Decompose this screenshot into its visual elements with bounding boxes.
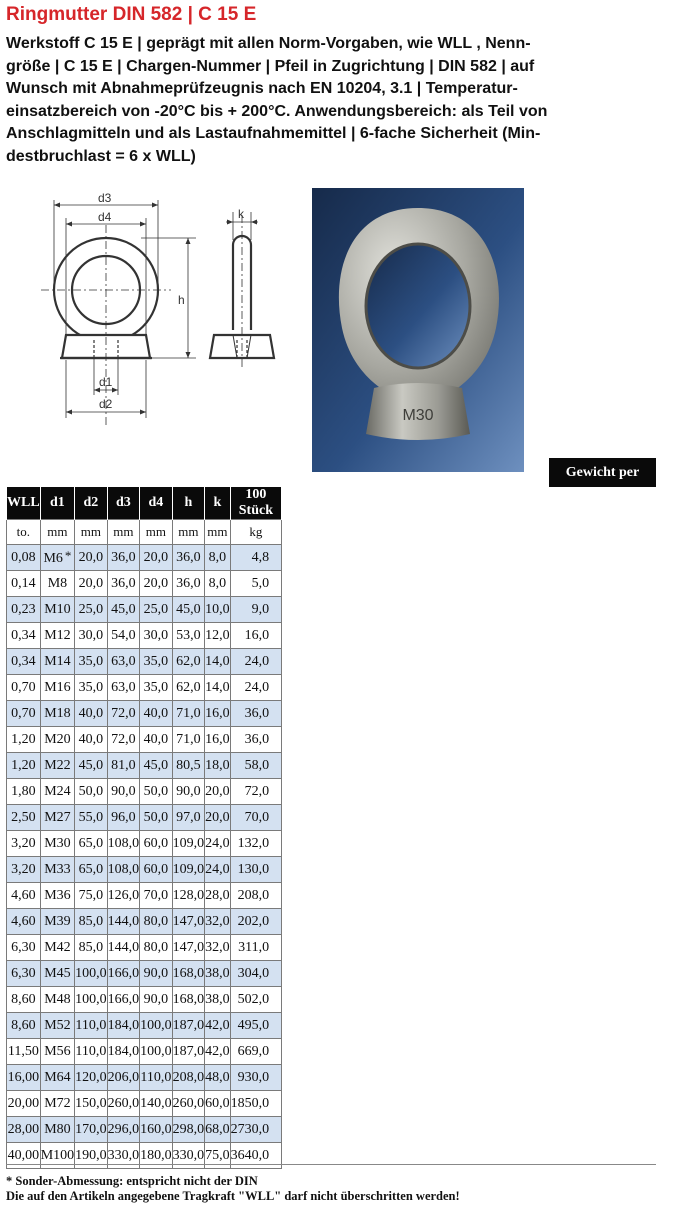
table-cell: 54,0 — [107, 623, 140, 649]
table-cell: 140,0 — [140, 1091, 173, 1117]
table-cell: 2,50 — [7, 805, 41, 831]
column-header: h — [172, 487, 205, 520]
table-cell: 55,0 — [75, 805, 108, 831]
table-cell: 50,0 — [75, 779, 108, 805]
table-cell: 0,70 — [7, 701, 41, 727]
table-row — [7, 649, 282, 675]
table-cell: M39 — [40, 909, 74, 935]
table-cell: 120,0 — [75, 1065, 108, 1091]
table-cell: 63,0 — [107, 649, 140, 675]
table-row — [7, 1065, 282, 1091]
table-cell: 144,0 — [107, 909, 140, 935]
table-cell: 65,0 — [75, 857, 108, 883]
table-cell: 50,0 — [140, 805, 173, 831]
table-cell: 4,60 — [7, 909, 41, 935]
table-cell: 20,0 — [75, 571, 108, 597]
table-cell: 24,0 — [205, 831, 231, 857]
table-cell: 0,14 — [7, 571, 41, 597]
table-cell: 36,0 — [172, 571, 205, 597]
table-units-row — [7, 520, 282, 545]
table-cell: 1,80 — [7, 779, 41, 805]
table-cell: 184,0 — [107, 1013, 140, 1039]
table-cell: 96,0 — [107, 805, 140, 831]
column-header: k — [205, 487, 231, 520]
table-cell: 100,0 — [140, 1013, 173, 1039]
table-cell: 180,0 — [140, 1143, 173, 1169]
table-cell: 35,0 — [75, 649, 108, 675]
table-cell: 75,0 — [75, 883, 108, 909]
table-cell: 90,0 — [172, 779, 205, 805]
table-cell: 208,0 — [172, 1065, 205, 1091]
table-cell: 147,0 — [172, 909, 205, 935]
table-cell: M12 — [40, 623, 74, 649]
table-cell: 48,0 — [205, 1065, 231, 1091]
table-row — [7, 571, 282, 597]
table-cell: 80,5 — [172, 753, 205, 779]
table-cell: M33 — [40, 857, 74, 883]
table-cell: 8,0 — [205, 545, 231, 571]
table-cell: M42 — [40, 935, 74, 961]
table-cell: 24,0 — [205, 857, 231, 883]
table-cell: 12,0 — [205, 623, 231, 649]
table-cell: 108,0 — [107, 857, 140, 883]
table-cell: 8,60 — [7, 987, 41, 1013]
table-cell: 97,0 — [172, 805, 205, 831]
table-cell: 187,0 — [172, 1039, 205, 1065]
table-cell: 36,0 — [230, 701, 282, 727]
table-cell: 109,0 — [172, 857, 205, 883]
table-cell: 40,0 — [75, 727, 108, 753]
product-description — [6, 33, 678, 168]
table-cell: 130,0 — [230, 857, 282, 883]
table-cell: 16,0 — [205, 701, 231, 727]
table-cell: 166,0 — [107, 987, 140, 1013]
table-cell: 0,34 — [7, 649, 41, 675]
unit-cell: mm — [107, 520, 140, 545]
table-cell: 35,0 — [75, 675, 108, 701]
table-cell: 5,0 — [230, 571, 282, 597]
table-cell: 90,0 — [140, 987, 173, 1013]
table-cell: 38,0 — [205, 961, 231, 987]
table-cell: 4,8 — [230, 545, 282, 571]
table-cell: 75,0 — [205, 1143, 231, 1169]
table-cell: 80,0 — [140, 909, 173, 935]
description-line: destbruchlast = 6 x WLL) — [6, 147, 196, 165]
footnote-wll-warning: Die auf den Artikeln angegebene Tragkraft "WLL" darf nicht überschritten werden! — [6, 1189, 460, 1203]
table-cell: 28,0 — [205, 883, 231, 909]
table-cell: 0,34 — [7, 623, 41, 649]
table-cell: 40,0 — [140, 727, 173, 753]
table-row — [7, 727, 282, 753]
unit-cell: mm — [172, 520, 205, 545]
table-cell: 14,0 — [205, 675, 231, 701]
table-cell: 0,08 — [7, 545, 41, 571]
photo-marking: M30 — [402, 407, 434, 424]
table-cell: 296,0 — [107, 1117, 140, 1143]
table-cell: 45,0 — [172, 597, 205, 623]
table-cell: 109,0 — [172, 831, 205, 857]
description-line: Anschlagmitteln und als Lastaufnahmemittel | 6-fache Sicherheit (Min- — [6, 125, 541, 142]
table-cell: M56 — [40, 1039, 74, 1065]
table-row — [7, 753, 282, 779]
table-cell: 45,0 — [140, 753, 173, 779]
table-cell: 311,0 — [230, 935, 282, 961]
table-cell: 8,0 — [205, 571, 231, 597]
table-cell: 58,0 — [230, 753, 282, 779]
table-cell: M72 — [40, 1091, 74, 1117]
table-cell: 160,0 — [140, 1117, 173, 1143]
table-row — [7, 805, 282, 831]
table-cell: M27 — [40, 805, 74, 831]
page-title: Ringmutter DIN 582 | C 15 E — [6, 4, 257, 25]
table-cell: M45 — [40, 961, 74, 987]
table-cell: M14 — [40, 649, 74, 675]
weight-header-top: Gewicht per — [549, 458, 656, 487]
table-cell: 100,0 — [75, 961, 108, 987]
table-cell: 68,0 — [205, 1117, 231, 1143]
table-cell: 168,0 — [172, 987, 205, 1013]
table-cell: 45,0 — [75, 753, 108, 779]
table-cell: 132,0 — [230, 831, 282, 857]
table-cell: 35,0 — [140, 649, 173, 675]
table-cell: 110,0 — [140, 1065, 173, 1091]
label-d3: d3 — [98, 191, 112, 205]
table-row — [7, 831, 282, 857]
table-row — [7, 935, 282, 961]
table-cell: M52 — [40, 1013, 74, 1039]
table-cell: 28,00 — [7, 1117, 41, 1143]
table-row — [7, 1117, 282, 1143]
table-cell: 190,0 — [75, 1143, 108, 1169]
table-cell: 3,20 — [7, 857, 41, 883]
table-cell: 71,0 — [172, 701, 205, 727]
column-header: d3 — [107, 487, 140, 520]
table-cell: 502,0 — [230, 987, 282, 1013]
table-cell: 70,0 — [230, 805, 282, 831]
description-line: größe | C 15 E | Chargen-Nummer | Pfeil in Zugrichtung | DIN 582 | auf — [6, 57, 535, 75]
table-cell: 16,00 — [7, 1065, 41, 1091]
unit-cell: to. — [7, 520, 41, 545]
table-cell: 166,0 — [107, 961, 140, 987]
table-cell: 60,0 — [140, 857, 173, 883]
table-header-row — [7, 487, 282, 520]
table-row — [7, 701, 282, 727]
table-cell: 16,0 — [205, 727, 231, 753]
table-cell: 10,0 — [205, 597, 231, 623]
label-d4: d4 — [98, 210, 112, 224]
table-cell: 24,0 — [230, 649, 282, 675]
table-cell: 2730,0 — [230, 1117, 282, 1143]
table-row — [7, 675, 282, 701]
table-cell: 90,0 — [107, 779, 140, 805]
table-row — [7, 909, 282, 935]
table-cell: 187,0 — [172, 1013, 205, 1039]
table-cell: 85,0 — [75, 909, 108, 935]
table-cell: M64 — [40, 1065, 74, 1091]
product-photo — [312, 188, 524, 472]
table-cell: 304,0 — [230, 961, 282, 987]
table-cell: 100,0 — [75, 987, 108, 1013]
table-cell: M22 — [40, 753, 74, 779]
table-cell: 330,0 — [172, 1143, 205, 1169]
table-cell: M10 — [40, 597, 74, 623]
table-cell: 495,0 — [230, 1013, 282, 1039]
table-cell: 25,0 — [75, 597, 108, 623]
table-cell: 85,0 — [75, 935, 108, 961]
table-cell: 50,0 — [140, 779, 173, 805]
table-cell: M80 — [40, 1117, 74, 1143]
table-cell: 669,0 — [230, 1039, 282, 1065]
table-cell: 206,0 — [107, 1065, 140, 1091]
table-cell: 202,0 — [230, 909, 282, 935]
table-cell: 60,0 — [140, 831, 173, 857]
table-cell: 38,0 — [205, 987, 231, 1013]
table-cell: 170,0 — [75, 1117, 108, 1143]
table-cell: 144,0 — [107, 935, 140, 961]
label-d2: d2 — [99, 397, 113, 411]
table-cell: 298,0 — [172, 1117, 205, 1143]
table-cell: 9,0 — [230, 597, 282, 623]
special-size-marker: * — [64, 548, 72, 563]
table-cell: 0,23 — [7, 597, 41, 623]
table-cell: 36,0 — [107, 571, 140, 597]
table-cell: 110,0 — [75, 1039, 108, 1065]
table-cell: 72,0 — [107, 701, 140, 727]
table-cell: 126,0 — [107, 883, 140, 909]
table-cell: 184,0 — [107, 1039, 140, 1065]
table-cell: 18,0 — [205, 753, 231, 779]
unit-cell: mm — [140, 520, 173, 545]
table-cell: M8 — [40, 571, 74, 597]
table-cell: 42,0 — [205, 1039, 231, 1065]
table-cell: 8,60 — [7, 1013, 41, 1039]
table-row — [7, 1013, 282, 1039]
table-cell: 36,0 — [230, 727, 282, 753]
table-cell: M100 — [40, 1143, 74, 1169]
table-cell: 330,0 — [107, 1143, 140, 1169]
table-cell: 45,0 — [107, 597, 140, 623]
table-cell: 62,0 — [172, 649, 205, 675]
table-cell: 25,0 — [140, 597, 173, 623]
technical-drawing — [36, 190, 298, 470]
column-header: d2 — [75, 487, 108, 520]
cell-value: M6 — [43, 551, 63, 566]
description-line: Wunsch mit Abnahmeprüfzeugnis nach EN 10204, 3.1 | Temperatur- — [6, 80, 518, 97]
table-cell: 20,00 — [7, 1091, 41, 1117]
table-cell: 40,0 — [75, 701, 108, 727]
table-cell: 36,0 — [172, 545, 205, 571]
dimension-table — [6, 486, 282, 1169]
table-cell: 11,50 — [7, 1039, 41, 1065]
table-cell: 4,60 — [7, 883, 41, 909]
table-row — [7, 961, 282, 987]
table-cell: 36,0 — [107, 545, 140, 571]
table-cell: 260,0 — [107, 1091, 140, 1117]
table-cell: 6,30 — [7, 935, 41, 961]
column-header: 100 Stück — [230, 487, 282, 520]
table-cell: 20,0 — [205, 805, 231, 831]
label-h: h — [178, 293, 185, 307]
table-cell: 1,20 — [7, 727, 41, 753]
table-cell: 16,0 — [230, 623, 282, 649]
table-cell: 6,30 — [7, 961, 41, 987]
table-cell: 108,0 — [107, 831, 140, 857]
table-cell: M24 — [40, 779, 74, 805]
table-cell: 100,0 — [140, 1039, 173, 1065]
table-cell: 32,0 — [205, 909, 231, 935]
table-cell: 150,0 — [75, 1091, 108, 1117]
table-cell: 63,0 — [107, 675, 140, 701]
table-cell: 71,0 — [172, 727, 205, 753]
table-cell: M48 — [40, 987, 74, 1013]
table-cell: 40,00 — [7, 1143, 41, 1169]
table-cell: 53,0 — [172, 623, 205, 649]
table-row — [7, 883, 282, 909]
table-cell: 62,0 — [172, 675, 205, 701]
table-cell: M20 — [40, 727, 74, 753]
description-line: einsatzbereich von -20°C bis + 200°C. Anwendungsbereich: als Teil von — [6, 102, 548, 120]
table-cell: 20,0 — [75, 545, 108, 571]
table-cell: 32,0 — [205, 935, 231, 961]
table-cell — [40, 545, 74, 571]
table-cell: 3,20 — [7, 831, 41, 857]
table-cell: 24,0 — [230, 675, 282, 701]
table-cell: 128,0 — [172, 883, 205, 909]
table-cell: M16 — [40, 675, 74, 701]
table-cell: 147,0 — [172, 935, 205, 961]
table-cell: 1,20 — [7, 753, 41, 779]
table-cell: 168,0 — [172, 961, 205, 987]
footnote-divider — [6, 1164, 656, 1165]
table-row — [7, 1091, 282, 1117]
table-cell: 260,0 — [172, 1091, 205, 1117]
table-cell: 208,0 — [230, 883, 282, 909]
table-cell: 20,0 — [140, 571, 173, 597]
table-cell: 930,0 — [230, 1065, 282, 1091]
table-row — [7, 1039, 282, 1065]
table-row — [7, 545, 282, 571]
table-cell: 81,0 — [107, 753, 140, 779]
unit-cell: mm — [205, 520, 231, 545]
table-cell: 65,0 — [75, 831, 108, 857]
table-cell: 60,0 — [205, 1091, 231, 1117]
unit-cell: mm — [75, 520, 108, 545]
table-cell: 14,0 — [205, 649, 231, 675]
table-cell: 72,0 — [230, 779, 282, 805]
column-header: d4 — [140, 487, 173, 520]
table-cell: M18 — [40, 701, 74, 727]
table-cell: M36 — [40, 883, 74, 909]
table-cell: 20,0 — [205, 779, 231, 805]
table-cell: 40,0 — [140, 701, 173, 727]
footnotes — [6, 1174, 678, 1204]
table-cell: 80,0 — [140, 935, 173, 961]
column-header: d1 — [40, 487, 74, 520]
table-cell: 30,0 — [140, 623, 173, 649]
table-row — [7, 857, 282, 883]
label-k: k — [238, 207, 244, 221]
table-row — [7, 987, 282, 1013]
unit-cell: mm — [40, 520, 74, 545]
table-cell: M30 — [40, 831, 74, 857]
table-row — [7, 597, 282, 623]
table-row — [7, 623, 282, 649]
table-cell: 42,0 — [205, 1013, 231, 1039]
label-d1: d1 — [99, 375, 113, 389]
table-cell: 30,0 — [75, 623, 108, 649]
table-cell: 70,0 — [140, 883, 173, 909]
table-cell: 1850,0 — [230, 1091, 282, 1117]
table-cell: 3640,0 — [230, 1143, 282, 1169]
table-cell: 35,0 — [140, 675, 173, 701]
table-cell: 20,0 — [140, 545, 173, 571]
table-cell: 0,70 — [7, 675, 41, 701]
unit-cell: kg — [230, 520, 282, 545]
description-line: Werkstoff C 15 E | geprägt mit allen Norm-Vorgaben, wie WLL , Nenn- — [6, 35, 531, 52]
table-cell: 90,0 — [140, 961, 173, 987]
table-row — [7, 779, 282, 805]
column-header: WLL — [7, 487, 41, 520]
table-cell: 72,0 — [107, 727, 140, 753]
footnote-special-size: * Sonder-Abmessung: entspricht nicht der DIN — [6, 1174, 258, 1188]
table-cell: 110,0 — [75, 1013, 108, 1039]
